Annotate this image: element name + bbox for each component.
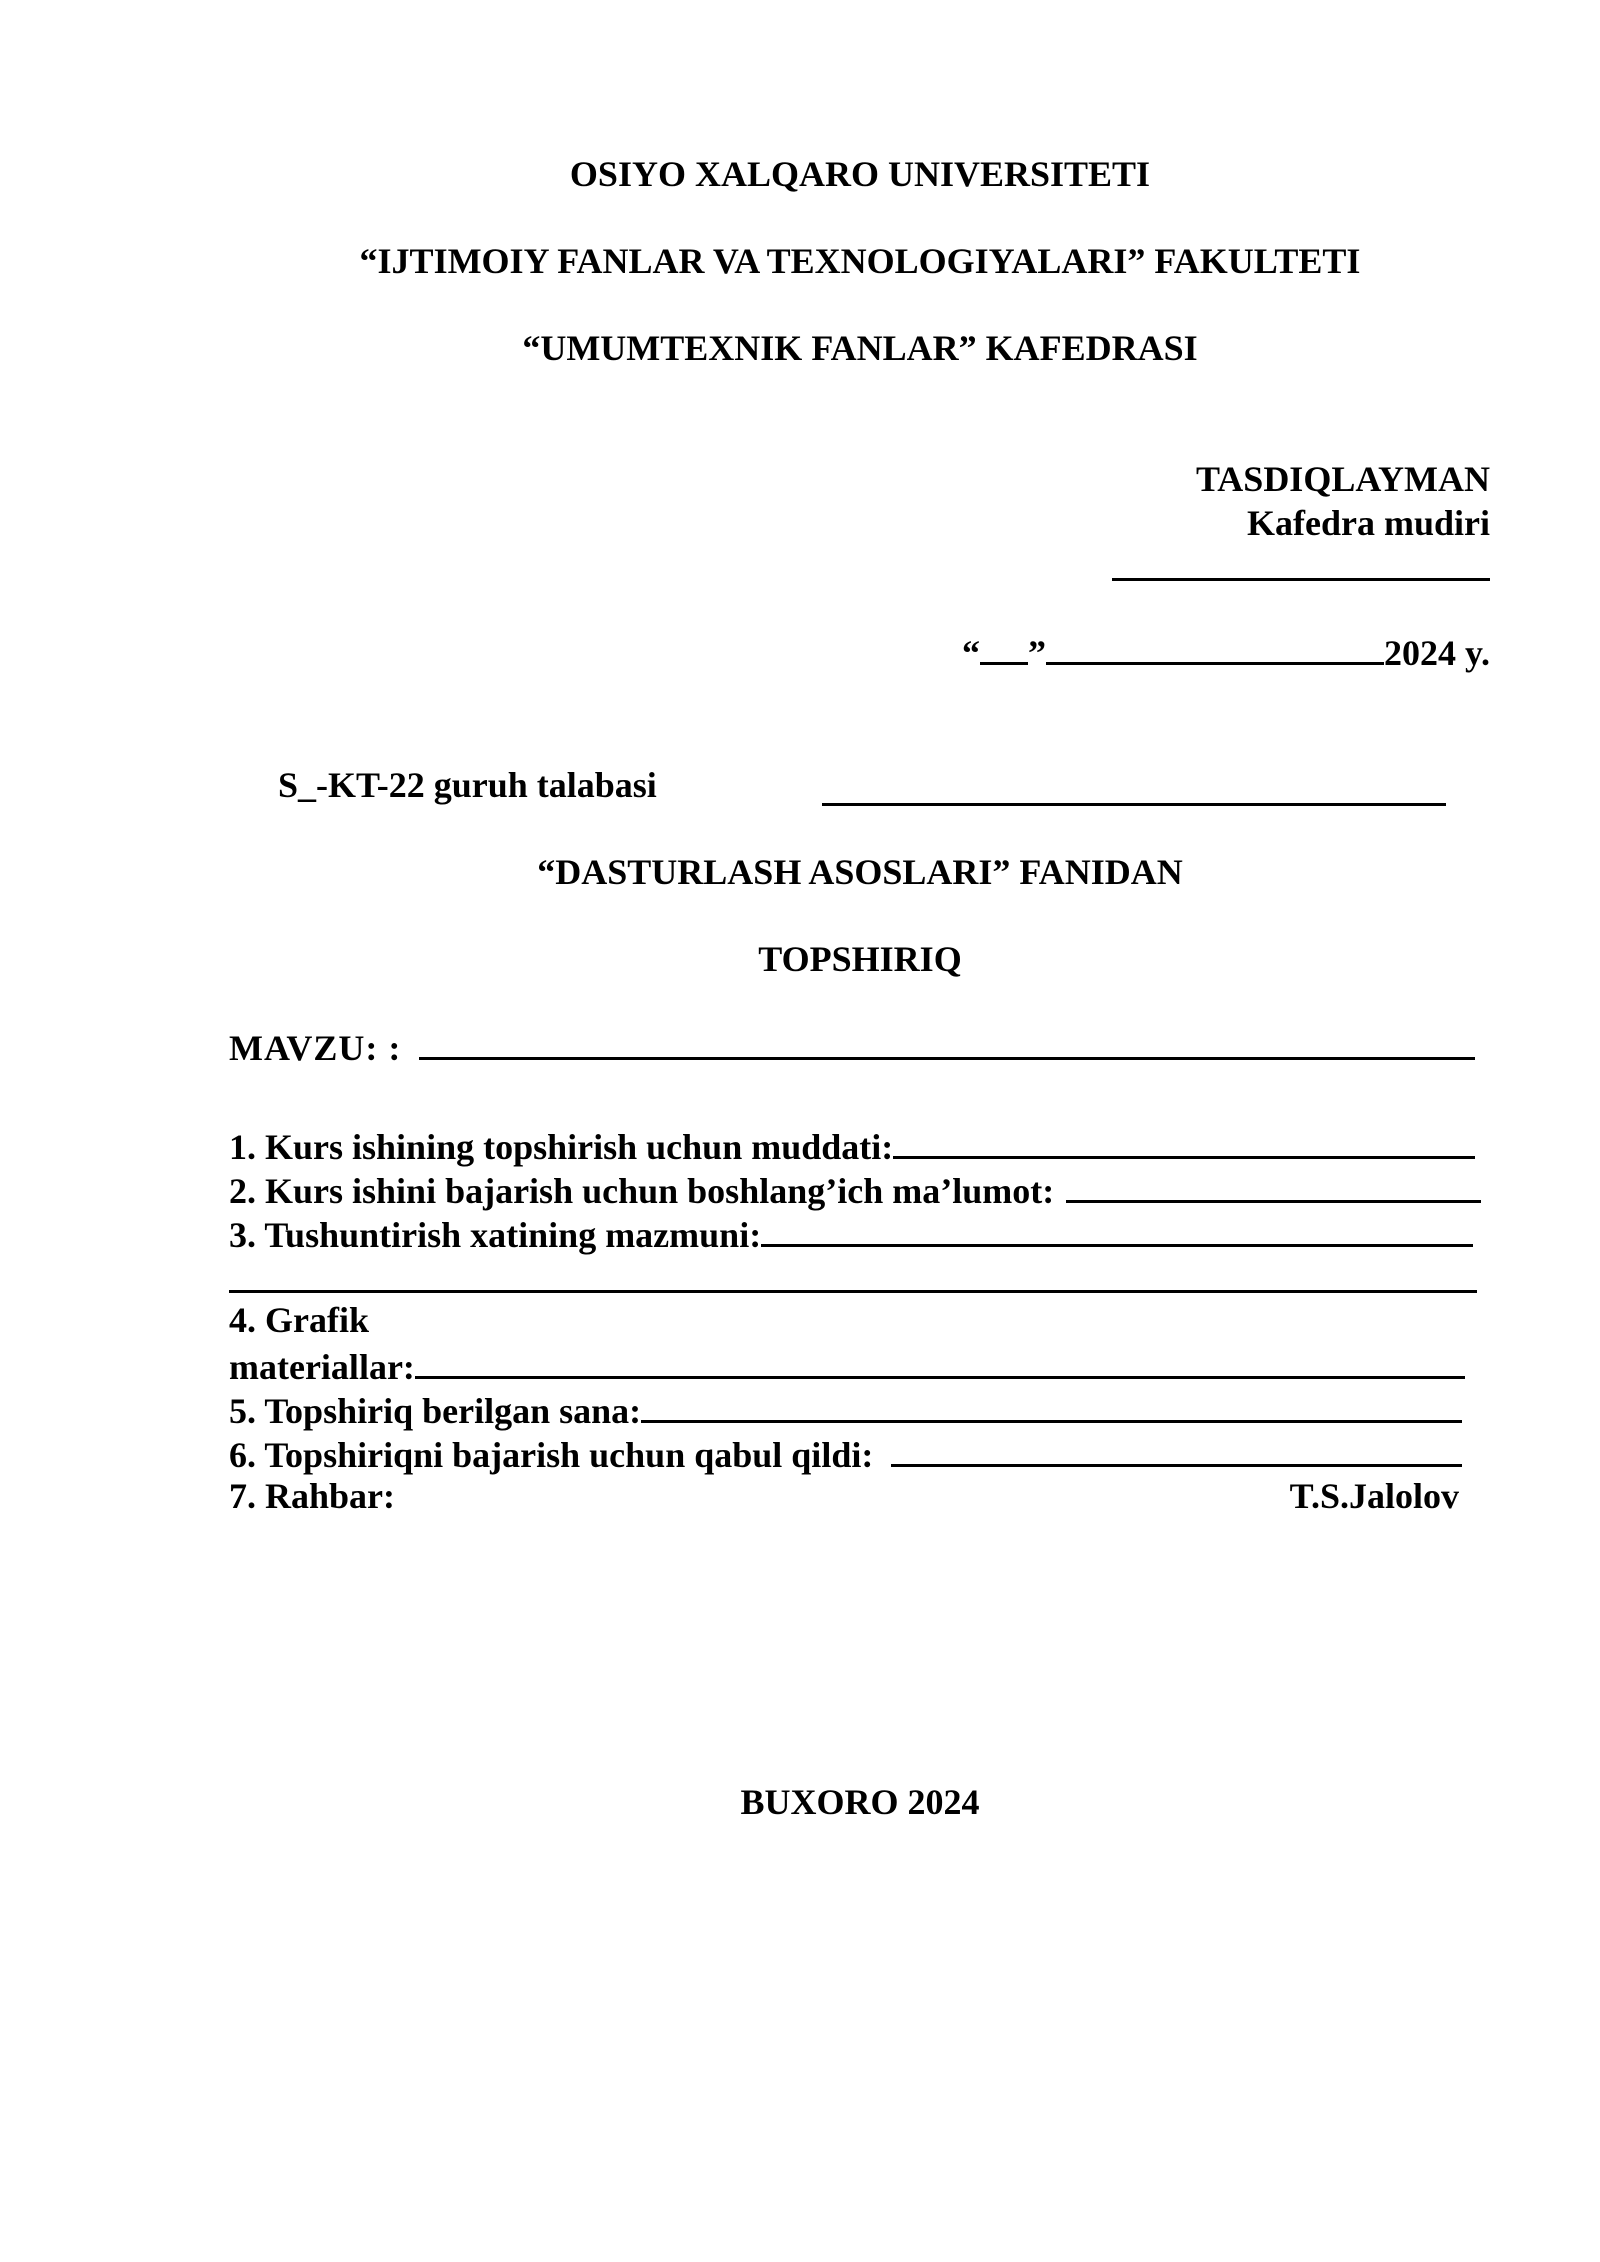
item-accepted-label: 6. Topshiriqni bajarish uchun qabul qildi:: [229, 1435, 874, 1475]
month-blank: [1046, 630, 1384, 665]
item-deadline: [229, 1122, 1475, 1169]
approval-date: [940, 630, 1490, 675]
document-type: TOPSHIRIQ: [758, 939, 962, 979]
item-issue-date: [229, 1386, 1462, 1433]
item-initial-data-blank: [1066, 1166, 1481, 1203]
day-blank: [980, 630, 1028, 665]
date-close-quote: ”: [1027, 633, 1046, 673]
item-accepted: [229, 1430, 1462, 1477]
item-supervisor: [229, 1474, 1459, 1518]
topic-blank: [419, 1023, 1475, 1060]
faculty-name: “IJTIMOIY FANLAR VA TEXNOLOGIYALARI” FAKULTETI: [359, 241, 1361, 281]
item-supervisor-label: 7. Rahbar:: [229, 1476, 396, 1516]
date-open-quote: “: [961, 633, 980, 673]
item-graphics-label-2: materiallar:: [229, 1347, 415, 1387]
item-graphics: [229, 1342, 1465, 1389]
university-name: OSIYO XALQARO UNIVERSITETI: [569, 154, 1151, 194]
item-deadline-label: 1. Kurs ishining topshirish uchun muddati:: [229, 1127, 894, 1167]
item-explanation: [229, 1210, 1473, 1257]
item-graphics-blank: [415, 1342, 1465, 1379]
topic-label: MAVZU: :: [229, 1028, 402, 1068]
approval-title: TASDIQLAYMAN: [1195, 459, 1490, 499]
date-year: 2024 y.: [1383, 633, 1490, 673]
signature-line: [1112, 578, 1490, 581]
item-accepted-blank: [891, 1430, 1462, 1467]
item-initial-data-label: 2. Kurs ishini bajarish uchun boshlang’ich ma’lumot:: [229, 1171, 1055, 1211]
approval-role: Kafedra mudiri: [1247, 503, 1490, 543]
item-explanation-label: 3. Tushuntirish xatining mazmuni:: [229, 1215, 762, 1255]
student-group-label: S_-KT-22 guruh talabasi: [278, 765, 657, 805]
item-deadline-blank: [893, 1122, 1475, 1159]
item-issue-date-blank: [641, 1386, 1462, 1423]
item-supervisor-name: T.S.Jalolov: [1289, 1476, 1459, 1516]
topic-field: [229, 1023, 1475, 1070]
item-initial-data: [229, 1166, 1481, 1213]
item-explanation-blank: [761, 1210, 1473, 1247]
item-graphics-label-1: 4. Grafik: [229, 1300, 369, 1340]
department-name: “UMUMTEXNIK FANLAR” KAFEDRASI: [522, 328, 1198, 368]
subject-title: “DASTURLASH ASOSLARI” FANIDAN: [537, 852, 1183, 892]
item-explanation-extra-line: [229, 1290, 1477, 1293]
footer-city-year: BUXORO 2024: [740, 1782, 980, 1822]
item-issue-date-label: 5. Topshiriq berilgan sana:: [229, 1391, 642, 1431]
student-name-line: [822, 803, 1446, 806]
